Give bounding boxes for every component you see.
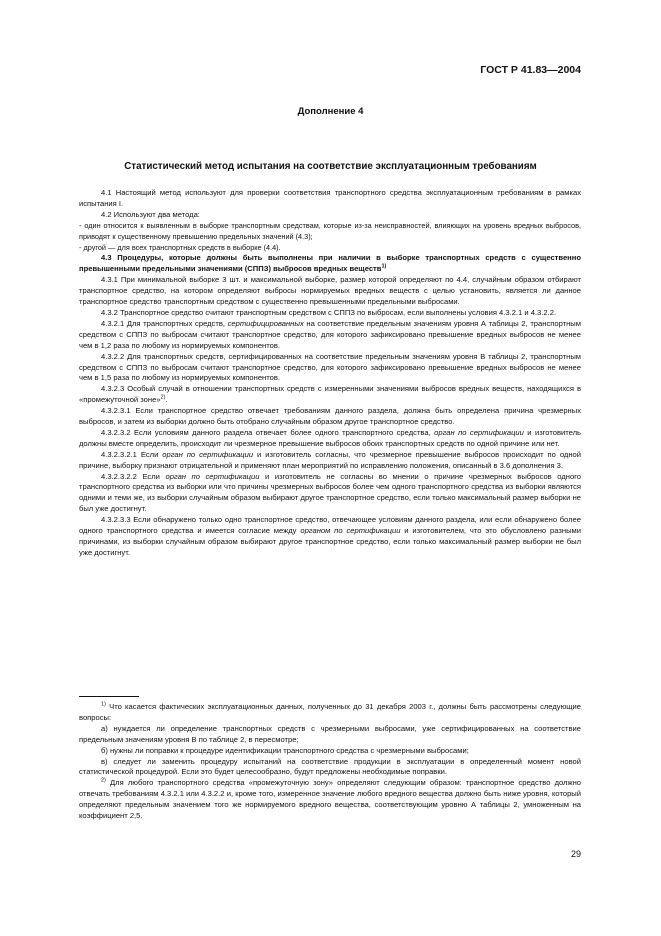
paragraph-p4_3: [79, 253, 581, 275]
paragraph-p4_1: [79, 188, 581, 210]
paragraph-p4_3_2_3_3: [79, 515, 581, 559]
paragraph-text: 4.3.2.3.2 Если условиям данного раздела отвечает более одного транспортного средства,: [101, 427, 435, 437]
paragraph-text: 4.3.2.3 Особый случай в отношении транспортных средств с измеренными значениями выбросов вредных веществ, находящихся в «промежуточной зоне»: [79, 384, 581, 405]
paragraph-text: на соответствие предельным значениям уровня А таблицы 2, транспортным средством с СППЗ по выбросам считают транспортное средство, для которого зафиксировано превышение вредных выбросов не менее чем в 1,2 раза по любому из нормируемых компонентов.: [79, 318, 581, 350]
footnote-ref: 2): [160, 394, 166, 401]
footnote-marker: 2): [101, 777, 106, 784]
paragraph-text: 4.3.2.3.2.1 Если: [101, 449, 163, 459]
paragraph-text: 4.2 Используют два метода:: [101, 209, 200, 219]
paragraph-text: 4.1 Настоящий метод используют для проверки соответствия транспортного средства эксплуатационным требованиям в рамках испытания I.: [79, 188, 581, 208]
footnote-text: Для любого транспортного средства «промежуточную зону» определяют следующим образом: транспортное средство должно отвечать требованиям 4.3.2.1 или 4.3.2.2 и, кроме того, измеренное значение любого вредного вещества должно быть ниже уровня, который определяют предельным значением того же нормируемого вредного вещества, соответствующим уровню А таблицы 2, умноженным на коэффициент 2,5.: [79, 778, 581, 821]
paragraph-text-italic: орган по сертификации: [165, 471, 260, 481]
footnote-fn1a: [79, 724, 581, 746]
paragraph-p4_3_2_3: [79, 384, 581, 406]
section-title: Статистический метод испытания на соответствие эксплуатационным требованиям: [124, 161, 537, 172]
paragraph-p4_3_2_2: [79, 352, 581, 385]
footnote-fn1c: [79, 757, 581, 779]
footnote-marker: 1): [101, 701, 106, 708]
page-number: 29: [570, 849, 581, 859]
paragraph-text: и изготовитель должны вместе определить, происходит ли чрезмерное превышение выбросов обоих транспортных средств по одной причине или нет.: [79, 427, 581, 448]
paragraph-text: 4.3 Процедуры, которые должны быть выполнены при наличии в выборке транспортных средств с существенно превышенными предельными значениями (СППЗ) выбросов вредных веществ: [79, 253, 581, 274]
footnote-text: в) следует ли заменить процедуру испытаний на соответствие продукции в эксплуатации в определенный момент новой статистической процедурой. Если это будет целесообразно, будут предложены необходимые поправки.: [79, 756, 581, 777]
paragraph-text-italic: орган по сертификации: [162, 449, 254, 459]
paragraph-text: 4.3.2.3.1 Если транспортное средство отвечает требованиям данного раздела, должна быть определена причина чрезмерных выбросов, и затем из выборки должно быть отобрано случайным образом другое транспортное средство.: [79, 406, 581, 427]
paragraph-text: 4.3.2.3.2.2 Если: [101, 471, 166, 481]
supplement-heading: Дополнение 4: [297, 106, 364, 117]
standard-designation: ГОСТ Р 41.83—2004: [480, 64, 581, 76]
footnote-divider: [79, 696, 139, 697]
paragraph-text-italic: органом по сертификации: [300, 526, 401, 536]
paragraph-text-italic: орган по сертификации: [434, 427, 524, 437]
body-text: [79, 188, 581, 559]
paragraph-p4_3_1: [79, 275, 581, 308]
footnote-text: Что касается фактических эксплуатационных данных, полученных до 31 декабря 2003 г., должны быть рассмотрены следующие вопросы:: [79, 702, 581, 722]
paragraph-text: - другой — для всех транспортных средств в выборке (4.4).: [79, 242, 281, 252]
paragraph-text-italic: сертифицированных: [227, 318, 304, 328]
paragraph-p4_3_2_3_1: [79, 406, 581, 428]
paragraph-text: 4.3.1 При минимальной выборке 3 шт. и максимальной выборке, размер которой определяют по 4.4, случайным образом отбирают транспортное средство, на котором определяют выбросы нормируемых вредных веществ с целью установить, является ли данное транспортное средство транспортным средством с существенно превышенными предельными выбросами.: [79, 275, 581, 307]
footnote-text: б) нужны ли поправки к процедуре идентификации транспортного средства с чрезмерными выбросами;: [101, 745, 469, 755]
paragraph-text-tail: .: [165, 395, 168, 405]
paragraph-text: 4.3.2.3.3 Если обнаружено только одно транспортное средство, отвечающее условиям данного раздела, или если обнаружено более одного транспортного средства и имеется согласие между: [79, 515, 581, 536]
paragraph-p4_3_2_1: [79, 319, 581, 352]
footnote-fn2: [79, 778, 581, 822]
footnote-fn1: [79, 702, 581, 724]
paragraph-p4_2: [79, 210, 581, 221]
paragraph-text: и изготовителем, что это обусловлено разными причинами, из выборки случайным образом выбирают другое транспортное средство, если только максимальный размер выборки не был уже достигнут.: [79, 526, 581, 557]
paragraph-p4_3_2: [79, 308, 581, 319]
paragraph-text: 4.3.2 Транспортное средство считают транспортным средством с СППЗ по выбросам, если выполнены условия 4.3.2.1 и 4.3.2.2.: [101, 307, 557, 317]
paragraph-text: - один относится к выявленным в выборке транспортным средствам, которые из-за неисправностей, влияющих на уровень вредных выбросов, приводят к существенному превышению предельных значений (4.3);: [79, 220, 581, 241]
footnotes: [79, 702, 581, 822]
paragraph-p4_2a: [79, 221, 581, 243]
footnote-fn1b: [79, 746, 581, 757]
footnote-ref: 1): [381, 263, 387, 270]
paragraph-p4_2b: [79, 243, 581, 254]
paragraph-text: и изготовитель не согласны во мнении о причине чрезмерных выбросов одного транспортного средства из выборки или что причины чрезмерных выбросов более чем одного транспортного средства из выборки являются одними и теми же, из выборки случайным образом выбирают другое транспортное средство, если только максимальный размер выборки не был уже достигнут.: [79, 471, 582, 514]
paragraph-text: и изготовитель согласны, что чрезмерное превышение выбросов происходит по одной причине, выборку признают отрицательной и применяют план мероприятий по исправлению положения, описанный в 3.6 дополнения 3.: [79, 449, 581, 470]
footnote-text: а) нуждается ли определение транспортных средств с чрезмерными выбросами, уже сертифицированных на соответствие предельным значениям уровня В по таблице 2, в пересмотре;: [79, 723, 581, 744]
paragraph-text: 4.3.2.2 Для транспортных средств, сертифицированных на соответствие предельным значениям уровня В таблицы 2, транспортным средством с СППЗ по выбросам считают транспортное средство, для которого зафиксировано превышение вредных выбросов не менее чем в 1,5 раза по любому из нормируемых компонентов.: [79, 351, 581, 383]
paragraph-p4_3_2_3_2_1: [79, 450, 581, 472]
paragraph-text: 4.3.2.1 Для транспортных средств,: [101, 318, 228, 328]
paragraph-p4_3_2_3_2_2: [79, 472, 581, 516]
paragraph-p4_3_2_3_2: [79, 428, 581, 450]
